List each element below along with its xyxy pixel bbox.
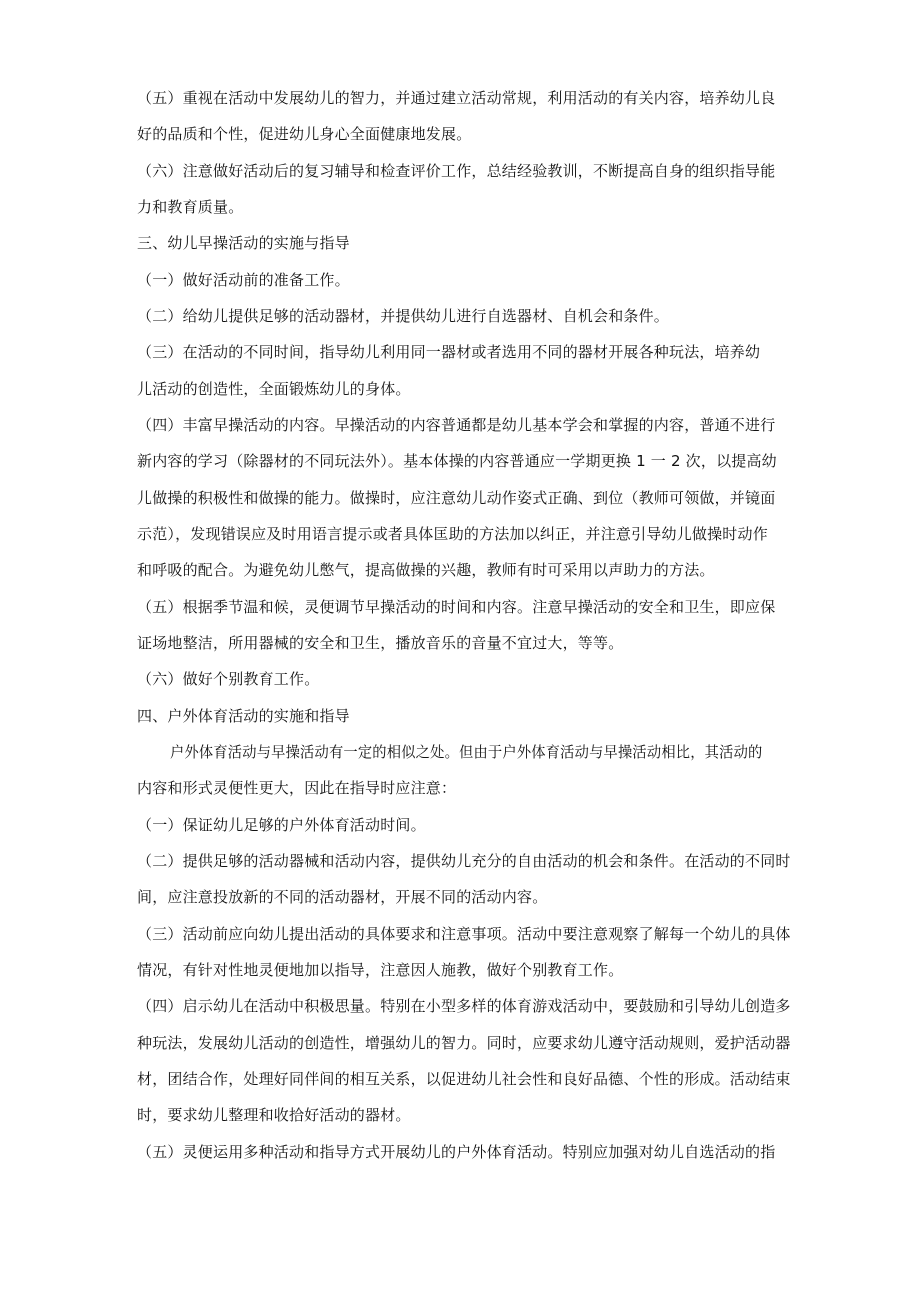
- text-line: 时，要求幼儿整理和收拾好活动的器材。: [137, 1106, 411, 1124]
- text-line: 新内容的学习（除器材的不同玩法外）。基本体操的内容普通应一学期更换 1 一 2 次，以提高幼: [137, 452, 777, 470]
- text-line: 间，应注意投放新的不同的活动器材，开展不同的活动内容。: [137, 888, 548, 906]
- text-line: （六）做好个别教育工作。: [137, 670, 320, 688]
- text-line: 内容和形式灵便性更大，因此在指导时应注意：: [137, 779, 457, 797]
- text-line: 情况，有针对性地灵便地加以指导，注意因人施教，做好个别教育工作。: [137, 961, 624, 979]
- text-line: （三）活动前应向幼儿提出活动的具体要求和注意事项。活动中要注意观察了解每一个幼儿的具体: [137, 925, 791, 943]
- section-heading: 三、幼儿早操活动的实施与指导: [137, 234, 350, 252]
- text-line: 好的品质和个性，促进幼儿身心全面健康地发展。: [137, 125, 472, 143]
- text-line: （五）灵便运用多种活动和指导方式开展幼儿的户外体育活动。特别应加强对幼儿自选活动的指: [137, 1143, 776, 1161]
- text-line: （一）保证幼儿足够的户外体育活动时间。: [137, 816, 426, 834]
- text-line: 证场地整洁，所用器械的安全和卫生，播放音乐的音量不宜过大，等等。: [137, 634, 624, 652]
- text-line: （一）做好活动前的准备工作。: [137, 271, 350, 289]
- text-line: （五）根据季节温和候，灵便调节早操活动的时间和内容。注意早操活动的安全和卫生，即应保: [137, 598, 776, 616]
- text-line: （二）给幼儿提供足够的活动器材，并提供幼儿进行自选器材、自机会和条件。: [137, 307, 670, 325]
- text-line: 户外体育活动与早操活动有一定的相似之处。但由于户外体育活动与早操活动相比，其活动的: [170, 743, 763, 761]
- text-line: 种玩法，发展幼儿活动的创造性，增强幼儿的智力。同时，应要求幼儿遵守活动规则，爱护活动器: [137, 1034, 791, 1052]
- text-line: 儿做操的积极性和做操的能力。做操时，应注意幼儿动作姿式正确、到位（教师可领做，并镜面: [137, 489, 776, 507]
- text-line: 材，团结合作，处理好同伴间的相互关系，以促进幼儿社会性和良好品德、个性的形成。活动结束: [137, 1070, 791, 1088]
- text-line: 力和教育质量。: [137, 198, 244, 216]
- text-line: （四）丰富早操活动的内容。早操活动的内容普通都是幼儿基本学会和掌握的内容，普通不进行: [137, 416, 776, 434]
- text-line: （五）重视在活动中发展幼儿的智力，并通过建立活动常规，利用活动的有关内容，培养幼儿良: [137, 89, 776, 107]
- text-line: 和呼吸的配合。为避免幼儿憋气，提高做操的兴趣，教师有时可采用以声助力的方法。: [137, 561, 715, 579]
- text-line: （二）提供足够的活动器械和活动内容，提供幼儿充分的自由活动的机会和条件。在活动的不同时: [137, 852, 791, 870]
- section-heading: 四、户外体育活动的实施和指导: [137, 707, 350, 725]
- text-line: （三）在活动的不同时间，指导幼儿利用同一器材或者选用不同的器材开展各种玩法，培养幼: [137, 343, 761, 361]
- text-line: 儿活动的创造性，全面锻炼幼儿的身体。: [137, 380, 411, 398]
- text-line: （四）启示幼儿在活动中积极思量。特别在小型多样的体育游戏活动中，要鼓励和引导幼儿创造多: [137, 997, 791, 1015]
- text-line: 示范），发现错误应及时用语言提示或者具体匡助的方法加以纠正，并注意引导幼儿做操时动作: [137, 525, 768, 543]
- text-line: （六）注意做好活动后的复习辅导和检查评价工作，总结经验教训，不断提高自身的组织指导能: [137, 162, 776, 180]
